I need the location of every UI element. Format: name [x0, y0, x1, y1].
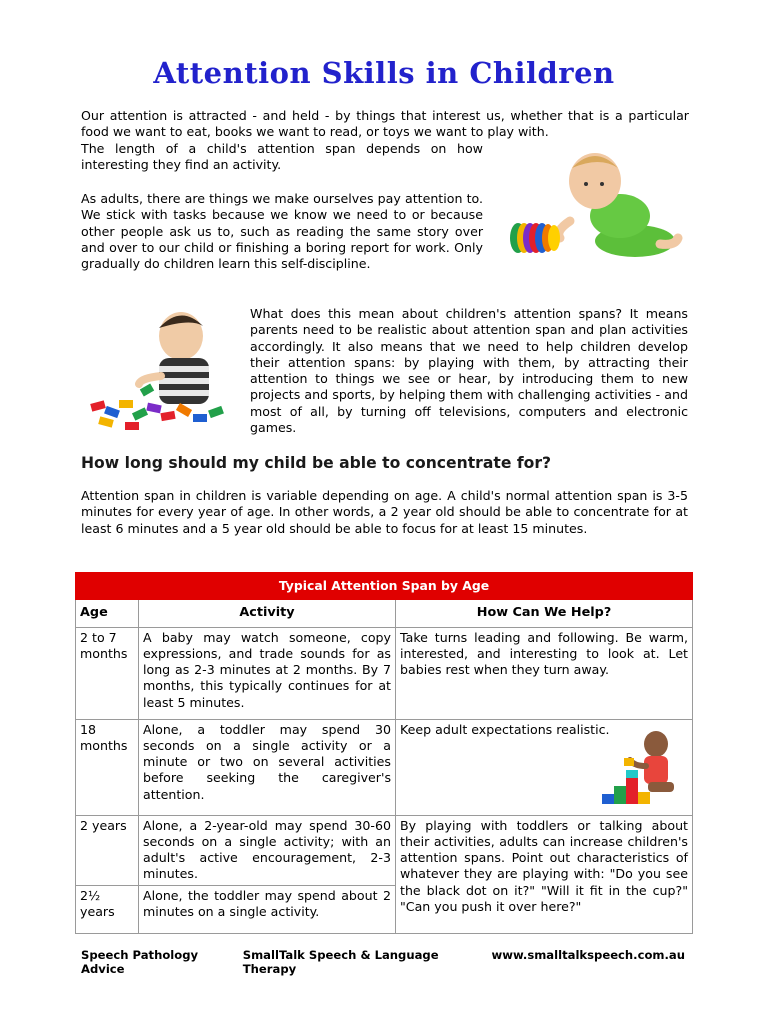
help-cell	[396, 719, 693, 815]
table-row	[76, 719, 693, 815]
table-row	[76, 627, 693, 719]
toddler-with-blocks-photo	[81, 306, 237, 436]
toddler-with-bricks-photo	[598, 728, 688, 810]
attention-span-table	[75, 572, 693, 934]
table-caption: Typical Attention Span by Age	[76, 573, 693, 600]
footer-center: SmallTalk Speech & Language Therapy	[242, 948, 439, 976]
age-cell: 2 to 7 months	[76, 627, 139, 719]
activity-cell: Alone, a 2-year-old may spend 30-60 seconds on a single activity; with an adult's active encouragement, 2-3 minutes.	[139, 815, 396, 885]
section-body: Attention span in children is variable depending on age. A child's normal attention span is 3-5 minutes for every year of age. In other words, a 2 year old should be able to concentrate for at least 6 minutes and a 5 year old should be able to focus for at least 15 minutes.	[81, 488, 688, 536]
baby-stacking-rings-photo	[500, 146, 685, 266]
activity-cell: Alone, a toddler may spend 30 seconds on a single activity or a minute or two on several activities before seeking the caregiver's attention.	[139, 719, 396, 815]
page-footer	[81, 948, 685, 976]
help-text: Keep adult expectations realistic.	[400, 721, 610, 737]
table-header-age: Age	[76, 600, 139, 627]
footer-left: Speech Pathology Advice	[81, 948, 199, 976]
section-heading: How long should my child be able to concentrate for?	[81, 454, 552, 472]
activity-cell: A baby may watch someone, copy expressions, and trade sounds for as long as 2-3 minutes at 2 months. By 7 months, this typically continues for at least 5 minutes.	[139, 627, 396, 719]
page-title: Attention Skills in Children	[153, 56, 615, 90]
table-header-activity: Activity	[139, 600, 396, 627]
activity-cell: Alone, the toddler may spend about 2 minutes on a single activity.	[139, 885, 396, 933]
table-header-help: How Can We Help?	[396, 600, 693, 627]
intro-paragraph-1-continued: The length of a child's attention span depends on how interesting they find an activity.	[81, 141, 483, 173]
help-cell: Take turns leading and following. Be warm, interested, and interesting to look at. Let babies rest when they turn away.	[396, 627, 693, 719]
footer-website-link[interactable]: www.smalltalkspeech.com.au	[491, 948, 685, 962]
age-cell: 2½ years	[76, 885, 139, 933]
help-cell: By playing with toddlers or talking about their activities, adults can increase children's attention spans. Point out characteristics of whatever they are playing with: "Do you see the black dot on it?" "Will it fit in the cup?" "Can you push it over here?"	[396, 815, 693, 933]
age-cell: 2 years	[76, 815, 139, 885]
age-cell: 18 months	[76, 719, 139, 815]
table-row	[76, 815, 693, 885]
intro-paragraph-3: What does this mean about children's attention spans? It means parents need to be realistic about attention span and plan activities accordingly. It also means that we need to help children develop their attention spans: by playing with them, by attracting their attention to things we see or hear, by introducing them to new projects and sports, by helping them with challenging activities - and most of all, by turning off televisions, computers and electronic games.	[250, 306, 688, 436]
intro-paragraph-1: Our attention is attracted - and held - by things that interest us, whether that is a particular food we want to eat, books we want to read, or toys we want to play with.	[81, 108, 689, 140]
intro-paragraph-2: As adults, there are things we make ourselves pay attention to. We stick with tasks because we know we need to or because other people ask us to, such as reading the same story over and over to our child or finishing a boring report for work. Only gradually do children learn this self-discipline.	[81, 191, 483, 272]
